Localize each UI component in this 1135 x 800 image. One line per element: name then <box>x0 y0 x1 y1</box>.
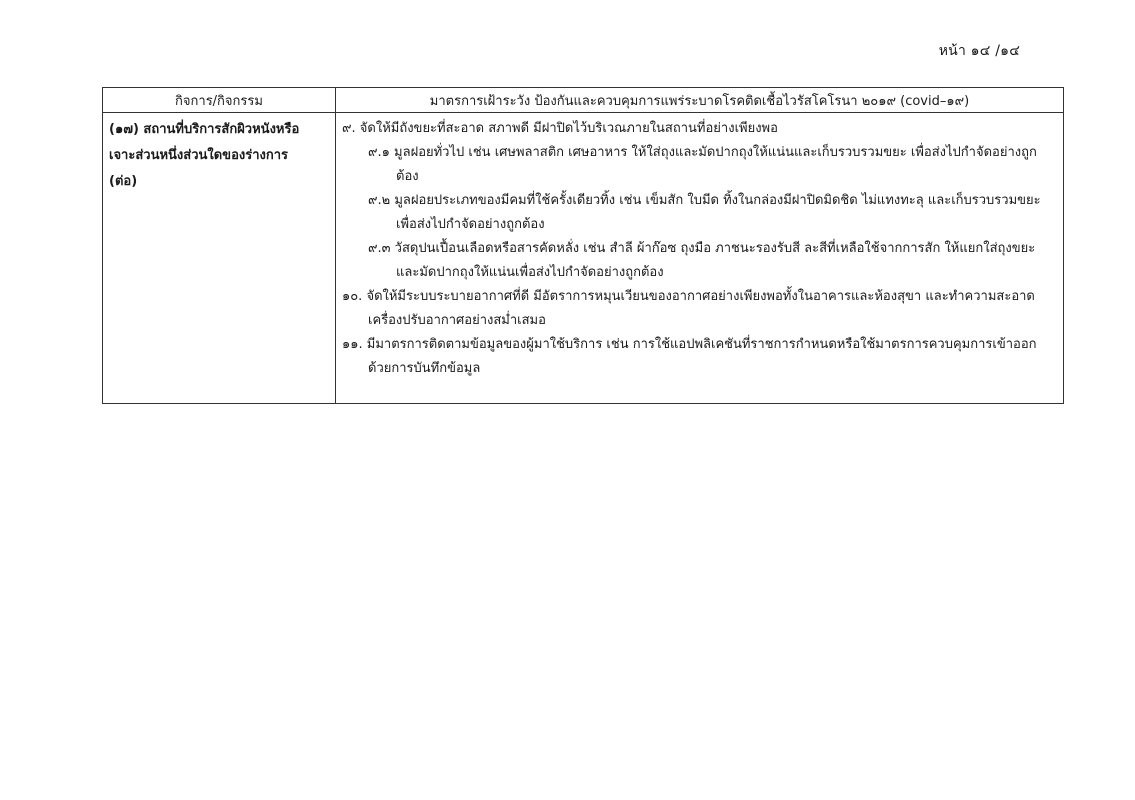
page-number: หน้า ๑๔ /๑๔ <box>938 43 1020 59</box>
measure-item-10: ๑๐. จัดให้มีระบบระบายอากาศที่ดี มีอัตราการหมุนเวียนของอากาศอย่างเพียงพอทั้งในอาคารและห้องสุขา และทำความสะอาดเครื่องปรับอากาศอย่างสม่ำเสมอ <box>342 289 1035 328</box>
measure-item-9: ๙. จัดให้มีถังขยะที่สะอาด สภาพดี มีฝาปิดไว้บริเวณภายในสถานที่อย่างเพียงพอ <box>342 121 778 136</box>
table-row <box>103 113 1064 404</box>
measure-item-9-3: ๙.๓ วัสดุปนเปื้อนเลือดหรือสารคัดหลั่ง เช่น สำลี ผ้าก๊อซ ถุงมือ ภาชนะรองรับสี ละสีที่เหลือใช้จากการสัก ให้แยกใส่ถุงขยะและมัดปากถุงให้แน่นเพื่อส่งไปกำจัดอย่างถูกต้อง <box>368 241 1036 280</box>
activity-line: เจาะส่วนหนึ่งส่วนใดของร่างการ <box>109 148 289 163</box>
measures-table <box>102 87 1064 404</box>
measures-cell <box>336 113 1064 404</box>
header-measures: มาตรการเฝ้าระวัง ป้องกันและควบคุมการแพร่ระบาดโรคติดเชื้อไวรัสโคโรนา ๒๐๑๙ (covid–๑๙) <box>336 88 1064 113</box>
activity-name <box>109 117 329 195</box>
measure-item-9-2: ๙.๒ มูลฝอยประเภทของมีคมที่ใช้ครั้งเดียวทิ้ง เช่น เข็มสัก ใบมีด ทิ้งในกล่องมีฝาปิดมิดชิด ไม่แทงทะลุ และเก็บรวบรวมขยะเพื่อส่งไปกำจัดอย่างถูกต้อง <box>368 193 1041 232</box>
measure-item-9-1: ๙.๑ มูลฝอยทั่วไป เช่น เศษพลาสติก เศษอาหาร ให้ใส่ถุงและมัดปากถุงให้แน่นและเก็บรวบรวมขยะ เพื่อส่งไปกำจัดอย่างถูกต้อง <box>368 145 1037 184</box>
table-header-row <box>103 88 1064 113</box>
activity-cell <box>103 113 336 404</box>
activity-line: (ต่อ) <box>109 174 138 189</box>
header-activity: กิจการ/กิจกรรม <box>103 88 336 113</box>
measure-item-11: ๑๑. มีมาตรการติดตามข้อมูลของผู้มาใช้บริการ เช่น การใช้แอปพลิเคชันที่ราชการกำหนดหรือใช้มาตรการควบคุมการเข้าออกด้วยการบันทึกข้อมูล <box>342 337 1037 376</box>
activity-line: (๑๗) สถานที่บริการสักผิวหนังหรือ <box>109 122 300 137</box>
